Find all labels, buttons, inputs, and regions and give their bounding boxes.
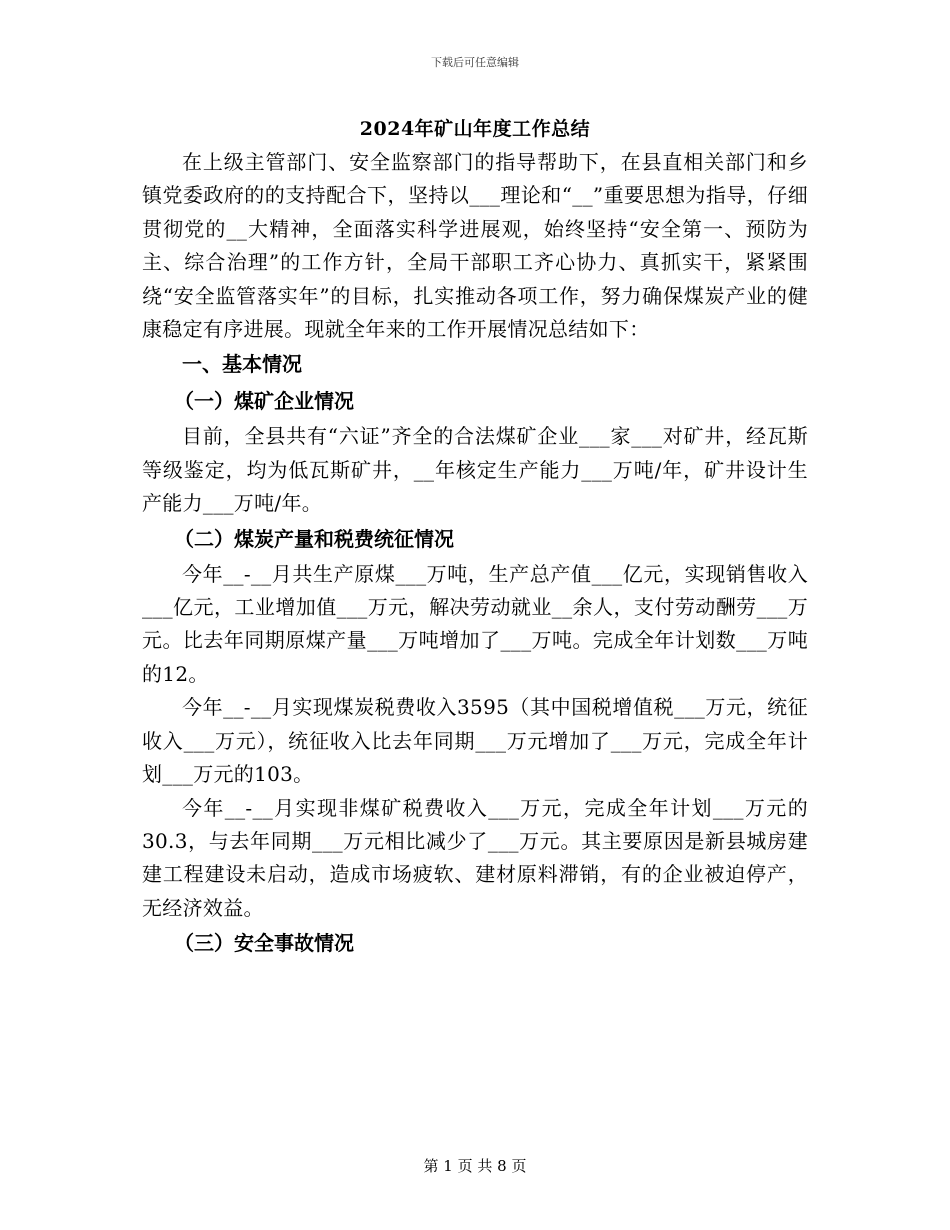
document-title: 2024年矿山年度工作总结 bbox=[359, 118, 591, 140]
intro-paragraph: 在上级主管部门、安全监察部门的指导帮助下，在县直相关部门和乡镇党委政府的的支持配合下，坚持以___理论和“__”重要思想为指导，仔细贯彻党的__大精神，全面落实科学进展观，始终坚持“安全第一、预防为主、综合治理”的工作方针，全局干部职工齐心协力、真抓实干，紧紧围绕“安全监管落实年”的目标，扎实推动各项工作，努力确保煤炭产业的健康稳定有序进展。现就全年来的工作开展情况总结如下： bbox=[142, 150, 808, 342]
subsection-heading-safety-accidents: （三）安全事故情况 bbox=[174, 931, 354, 956]
page-header: 下载后可任意编辑 bbox=[431, 56, 519, 69]
coal-tax-paragraph: 今年__-__月实现煤炭税费收入3595（其中国税增值税___万元，统征收入___万元），统征收入比去年同期___万元增加了___万元，完成全年计划___万元的103。 bbox=[142, 695, 808, 787]
non-coal-tax-paragraph: 今年__-__月实现非煤矿税费收入___万元，完成全年计划___万元的30.3，与去年同期___万元相比减少了___万元。其主要原因是新县城房建建工程建设未启动，造成市场疲软、建材原料滞销，有的企业被迫停产，无经济效益。 bbox=[142, 795, 808, 920]
subsection-heading-coal-enterprises: （一）煤矿企业情况 bbox=[174, 389, 354, 414]
document-body bbox=[142, 112, 808, 962]
page-footer: 第 1 页 共 8 页 bbox=[423, 1157, 527, 1175]
production-paragraph: 今年__-__月共生产原煤___万吨，生产总产值___亿元，实现销售收入___亿元，工业增加值___万元，解决劳动就业__余人，支付劳动酬劳___万元。比去年同期原煤产量___万吨增加了___万吨。完成全年计划数___万吨的12。 bbox=[142, 561, 808, 686]
subsection-heading-production-tax: （二）煤炭产量和税费统征情况 bbox=[174, 526, 454, 551]
coal-enterprises-paragraph: 目前，全县共有“六证”齐全的合法煤矿企业___家___对矿井，经瓦斯等级鉴定，均为低瓦斯矿井，__年核定生产能力___万吨/年，矿井设计生产能力___万吨/年。 bbox=[142, 424, 808, 516]
section-heading-basic: 一、基本情况 bbox=[182, 352, 302, 377]
